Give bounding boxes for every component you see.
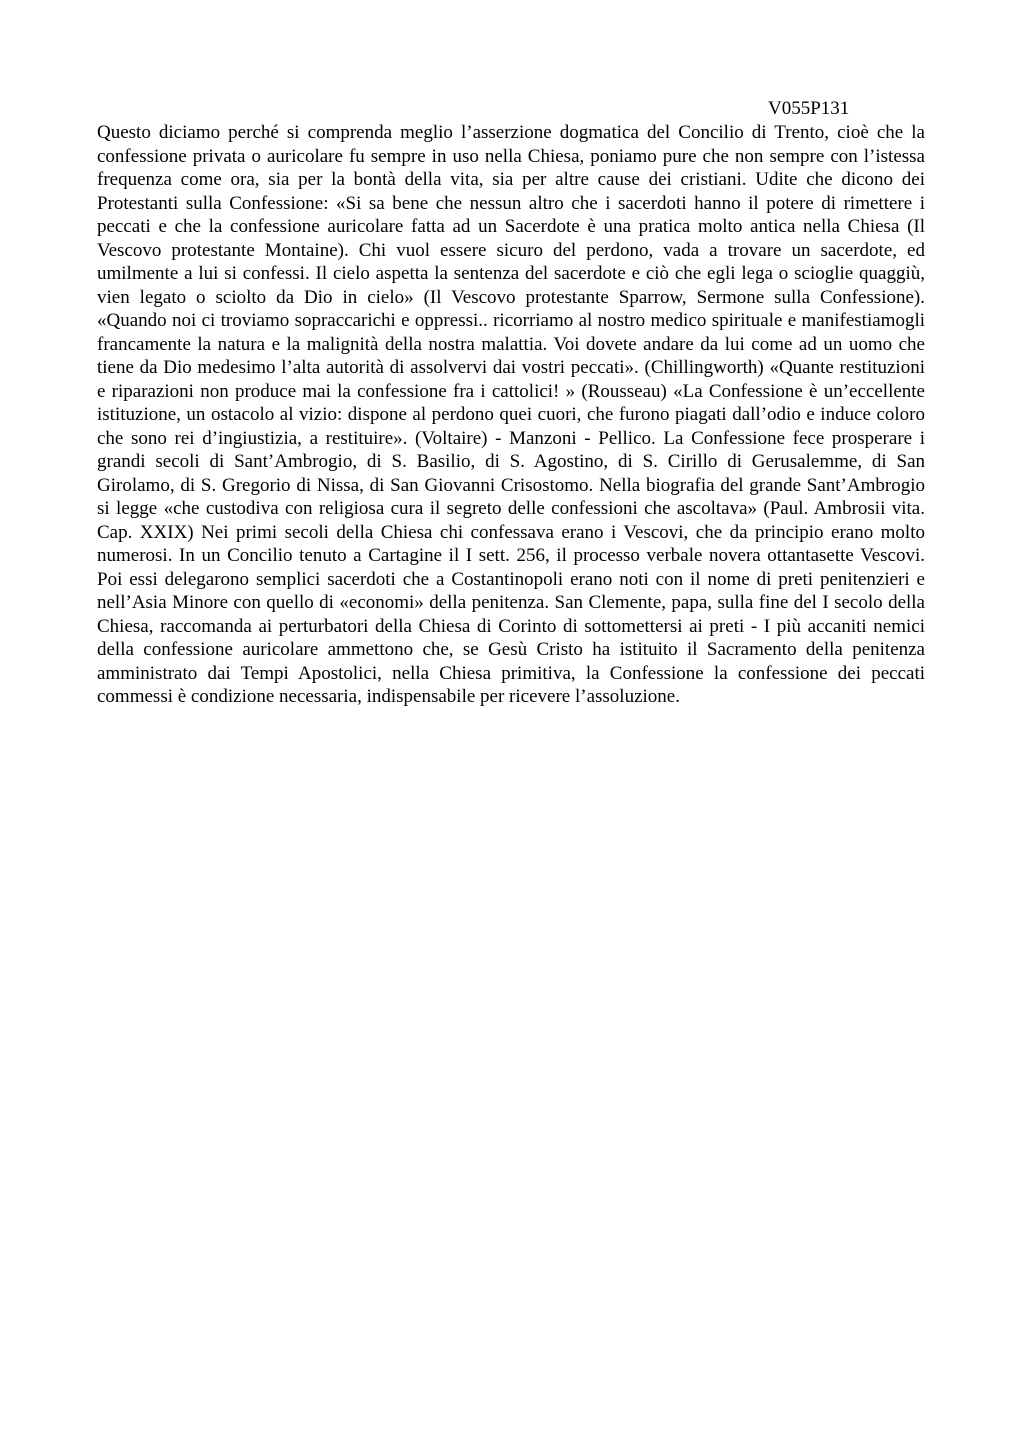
page-identifier: V055P131	[768, 98, 850, 119]
body-paragraph: Questo diciamo perché si comprenda meglio l’asserzione dogmatica del Concilio di Trento, cioè che la confessione privata o auricolare fu sempre in uso nella Chiesa, poniamo pure che non sempre con l’istessa frequenza come ora, sia per la bontà della vita, sia per altre cause dei cristiani. Udite che dicono dei Protestanti sulla Confessione: «Si sa bene che nessun altro che i sacerdoti hanno il potere di rimettere i peccati e che la confessione auricolare fatta ad un Sacerdote è una pratica molto antica nella Chiesa (Il Vescovo protestante Montaine). Chi vuol essere sicuro del perdono, vada a trovare un sacerdote, ed umilmente a lui si confessi. Il cielo aspetta la sentenza del sacerdote e ciò che egli lega o scioglie quaggiù, vien legato o sciolto da Dio in cielo» (Il Vescovo protestante Sparrow, Sermone sulla Confessione). «Quando noi ci troviamo sopraccarichi e oppressi.. ricorriamo al nostro medico spirituale e manifestiamogli francamente la natura e la malignità della nostra malattia. Voi dovete andare da lui come ad un uomo che tiene da Dio medesimo l’alta autorità di assolvervi dai vostri peccati». (Chillingworth) «Quante restituzioni e riparazioni non produce mai la confessione fra i cattolici! » (Rousseau) «La Confessione è un’eccellente istituzione, un ostacolo al vizio: dispone al perdono quei cuori, che furono piagati dall’odio e induce coloro che sono rei d’ingiustizia, a restituire». (Voltaire) - Manzoni - Pellico. La Confessione fece prosperare i grandi secoli di Sant’Ambrogio, di S. Basilio, di S. Agostino, di S. Cirillo di Gerusalemme, di San Girolamo, di S. Gregorio di Nissa, di San Giovanni Crisostomo. Nella biografia del grande Sant’Ambrogio si legge «che custodiva con religiosa cura il segreto delle confessioni che ascoltava» (Paul. Ambrosii vita. Cap. XXIX) Nei primi secoli della Chiesa chi confessava erano i Vescovi, che da principio erano molto numerosi. In un Concilio tenuto a Cartagine il I sett. 256, il processo verbale novera ottantasette Vescovi. Poi essi delegarono semplici sacerdoti che a Costantinopoli erano noti con il nome di preti penitenzieri e nell’Asia Minore con quello di «economi» della penitenza. San Clemente, papa, sulla fine del I secolo della Chiesa, raccomanda ai perturbatori della Chiesa di Corinto di sottomettersi ai preti - I più accaniti nemici della confessione auricolare ammettono che, se Gesù Cristo ha istituito il Sacramento della penitenza amministrato dai Tempi Apostolici, nella Chiesa primitiva, la Confessione la confessione dei peccati commessi è condizione necessaria, indispensabile per ricevere l’assoluzione.	[97, 122, 925, 707]
